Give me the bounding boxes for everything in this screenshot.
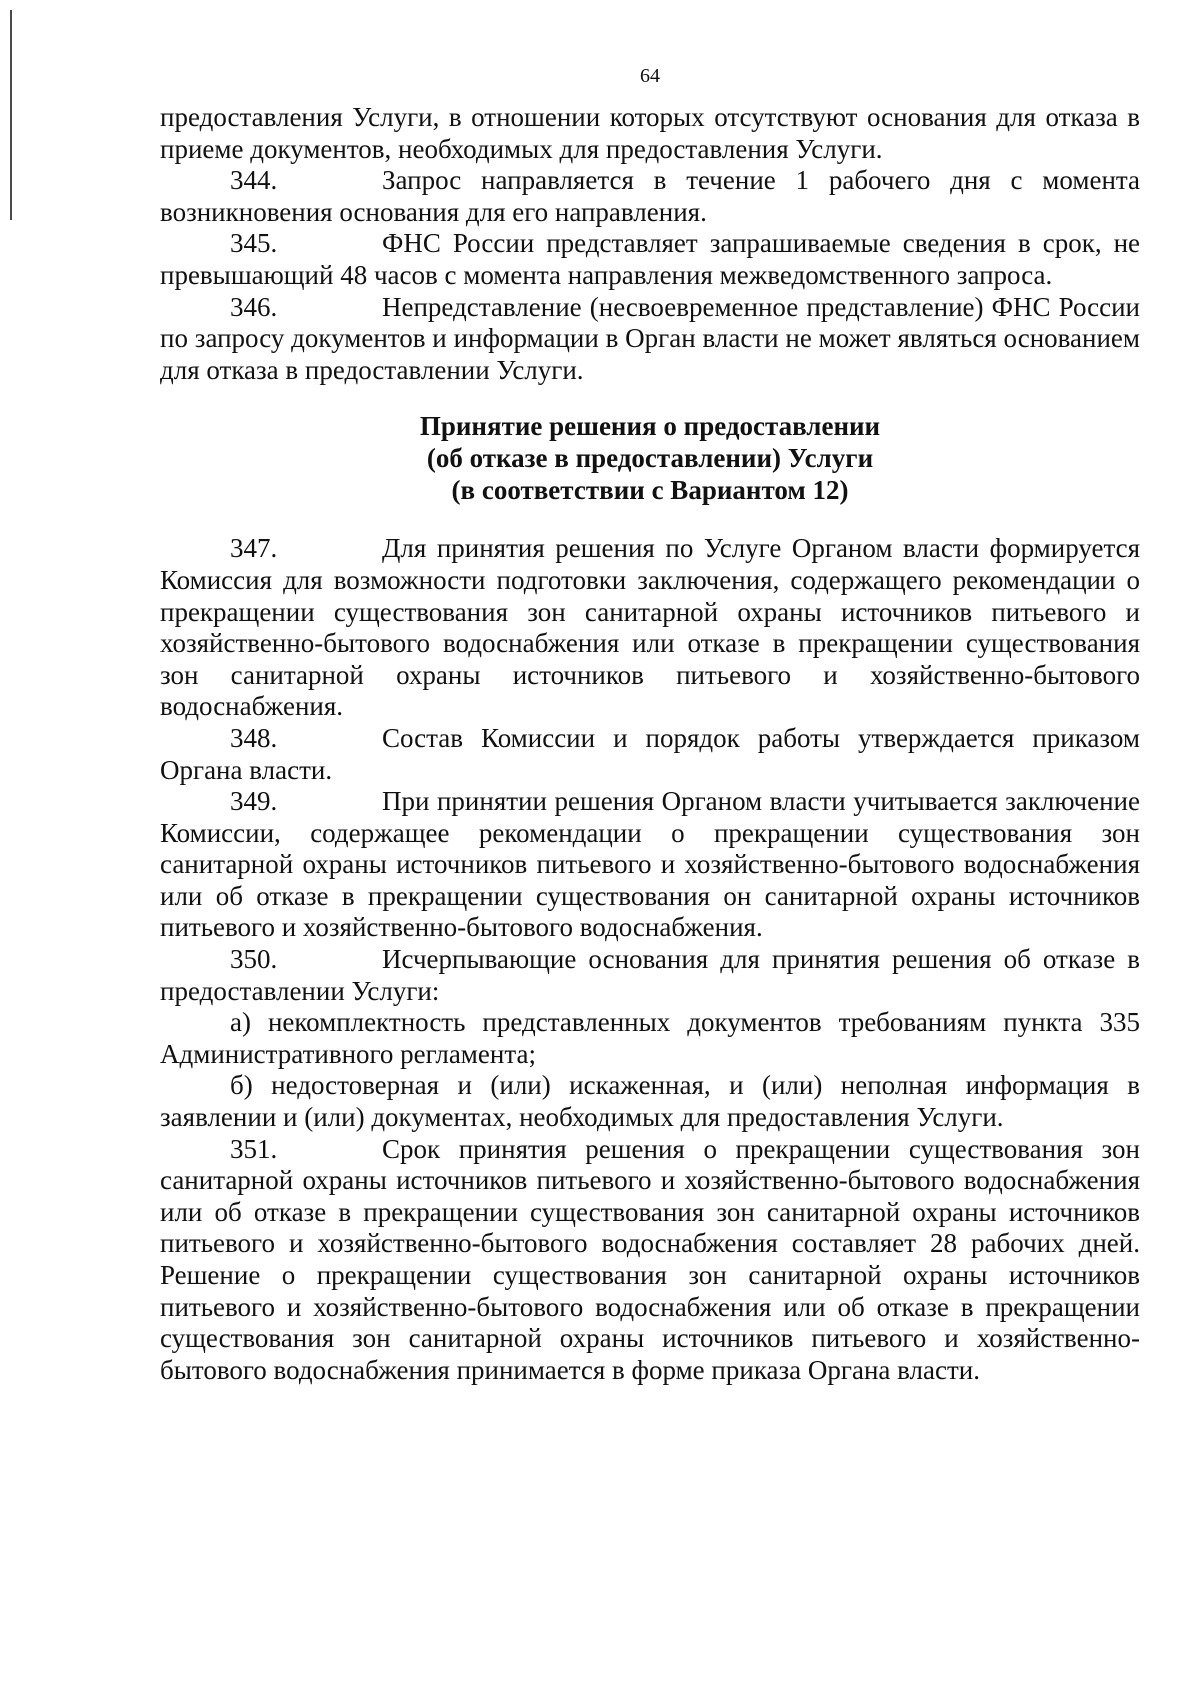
paragraph-text: Для принятия решения по Услуге Органом власти формируется Комиссия для возможности подготовки заключения, содержащего рекомендации о прекращении существования зон санитарной охраны источников питьевого и хозяйственно-бытового водоснабжения или отказе в прекращении существования зон санитарной охраны источников питьевого и хозяйственно-бытового водоснабжения.: [160, 533, 1140, 722]
heading-line: (в соответствии с Вариантом 12): [451, 475, 849, 506]
paragraph-number: 351.: [230, 1133, 278, 1164]
paragraph-346: [160, 292, 1140, 387]
paragraph-350: [160, 944, 1140, 1007]
document-page: [160, 58, 1140, 1386]
paragraph-text: При принятии решения Органом власти учитывается заключение Комиссии, содержащее рекомендации о прекращении существования зон санитарной охраны источников питьевого и хозяйственно-бытового водоснабжения или об отказе в прекращении существования он санитарной охраны источников питьевого и хозяйственно-бытового водоснабжения.: [160, 786, 1140, 943]
paragraph-text: Исчерпывающие основания для принятия решения об отказе в предоставлении Услуги:: [160, 944, 1140, 1006]
paragraph-number: 344.: [230, 165, 278, 196]
paragraph-text: Срок принятия решения о прекращении существования зон санитарной охраны источников питьевого и хозяйственно-бытового водоснабжения или об отказе в прекращении существования зон санитарной охраны источников питьевого и хозяйственно-бытового водоснабжения составляет 28 рабочих дней. Решение о прекращении существования зон санитарной охраны источников питьевого и хозяйственно-бытового водоснабжения или об отказе в прекращении существования зон санитарной охраны источников питьевого и хозяйственно-бытового водоснабжения принимается в форме приказа Органа власти.: [160, 1133, 1140, 1385]
list-item-a: а) некомплектность представленных документов требованиям пункта 335 Административного регламента;: [160, 1007, 1140, 1069]
paragraph-348: [160, 723, 1140, 786]
paragraph-text: Состав Комиссии и порядок работы утверждается приказом Органа власти.: [160, 722, 1140, 785]
heading-line: (об отказе в предоставлении) Услуги: [426, 443, 874, 474]
paragraph-345: [160, 228, 1140, 291]
list-item-b: б) недостоверная и (или) искаженная, и (или) неполная информация в заявлении и (или) документах, необходимых для предоставления Услуги.: [160, 1070, 1140, 1133]
paragraph-text: ФНС России представляет запрашиваемые сведения в срок, не превышающий 48 часов с момента направления межведомственного запроса.: [160, 228, 1140, 290]
scan-edge-line: [10, 10, 12, 220]
paragraph-number: 347.: [230, 533, 278, 564]
paragraph-349: [160, 786, 1140, 944]
paragraph-number: 346.: [230, 291, 278, 322]
paragraph-number: 345.: [230, 228, 278, 259]
paragraph-intro: предоставления Услуги, в отношении которых отсутствуют основания для отказа в приеме документов, необходимых для предоставления Услуги.: [160, 102, 1140, 164]
paragraph-number: 349.: [230, 786, 278, 817]
paragraph-344: [160, 165, 1140, 228]
paragraph-number: 350.: [230, 944, 278, 975]
paragraph-351: [160, 1134, 1140, 1387]
paragraph-text: Запрос направляется в течение 1 рабочего дня с момента возникновения основания для его направления.: [160, 165, 1140, 227]
section-heading: [160, 410, 1140, 506]
page-number: 64: [640, 65, 660, 87]
paragraph-text: Непредставление (несвоевременное представление) ФНС России по запросу документов и информации в Орган власти не может являться основанием для отказа в предоставлении Услуги.: [160, 291, 1140, 385]
paragraph-number: 348.: [230, 722, 278, 753]
heading-line: Принятие решения о предоставлении: [419, 411, 881, 442]
paragraph-347: [160, 533, 1140, 723]
